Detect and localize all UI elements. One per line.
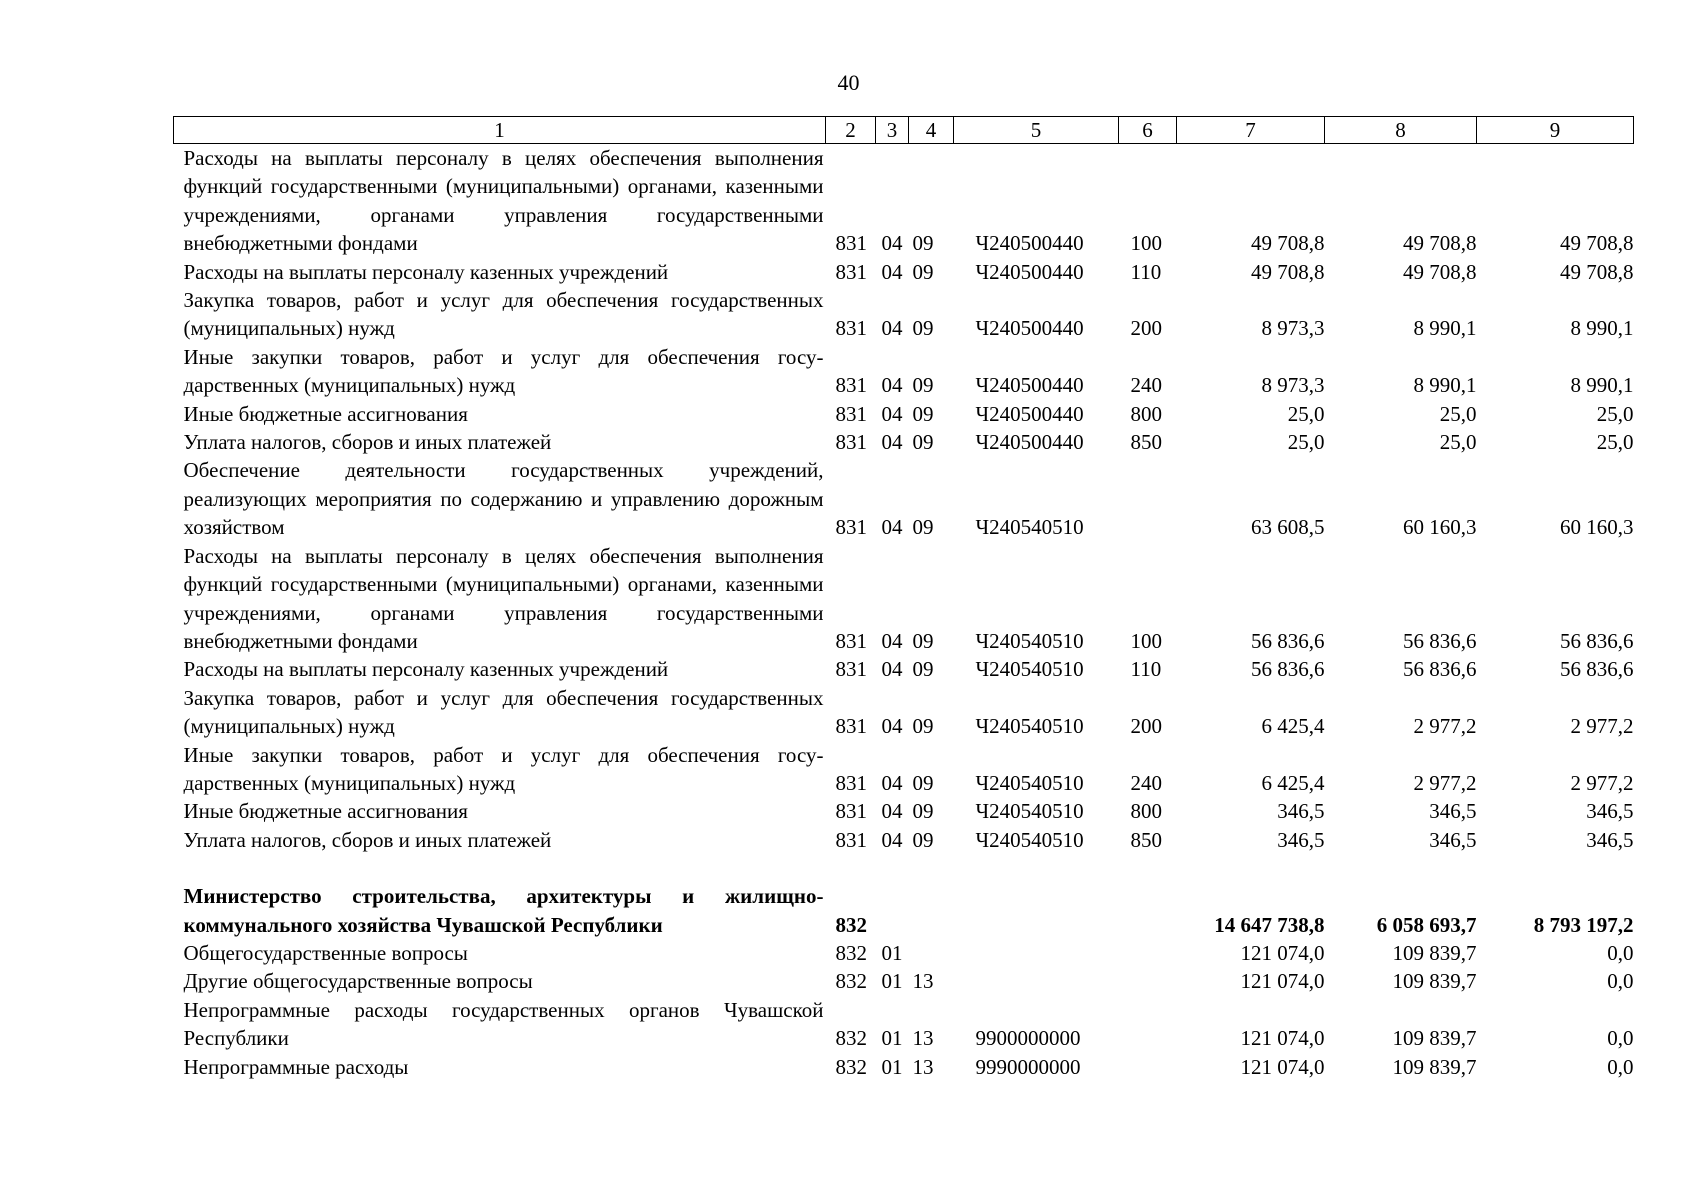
subsection-code: 09 bbox=[912, 231, 934, 256]
amount-col8: 109 839,7 bbox=[1392, 1026, 1477, 1051]
amount-col7: 56 836,6 bbox=[1251, 657, 1325, 682]
expense-type-code: 850 bbox=[1130, 430, 1162, 455]
ministry-code: 831 bbox=[835, 515, 867, 540]
subsection-code: 09 bbox=[912, 430, 934, 455]
table-row bbox=[174, 1053, 1634, 1081]
amount-col7: 25,0 bbox=[1287, 430, 1325, 455]
amount-col8: 8 990,1 bbox=[1413, 373, 1477, 398]
table-row bbox=[174, 456, 1634, 541]
ministry-code: 832 bbox=[835, 1026, 867, 1051]
section-code: 04 bbox=[881, 515, 903, 540]
amount-col8: 109 839,7 bbox=[1392, 969, 1477, 994]
amount-col7: 49 708,8 bbox=[1251, 231, 1325, 256]
ministry-code: 831 bbox=[835, 827, 867, 852]
row-name: Непрограммные расходы bbox=[183, 1054, 409, 1079]
table-row bbox=[174, 967, 1634, 995]
amount-col9: 0,0 bbox=[1607, 1054, 1634, 1079]
subsection-code: 09 bbox=[912, 827, 934, 852]
column-header: 3 bbox=[876, 117, 909, 144]
section-code: 04 bbox=[881, 259, 903, 284]
amount-col9: 60 160,3 bbox=[1560, 515, 1634, 540]
amount-col7: 121 074,0 bbox=[1240, 1054, 1325, 1079]
amount-col9: 25,0 bbox=[1596, 430, 1634, 455]
amount-col9: 56 836,6 bbox=[1560, 657, 1634, 682]
amount-col8: 25,0 bbox=[1439, 401, 1477, 426]
row-name: Закупка товаров, работ и услуг для обеспечения государственных (муниципальных) нужд bbox=[183, 288, 824, 341]
expense-type-code: 240 bbox=[1130, 373, 1162, 398]
amount-col9: 25,0 bbox=[1596, 401, 1634, 426]
amount-col7: 8 973,3 bbox=[1261, 316, 1325, 341]
table-row bbox=[174, 684, 1634, 741]
section-code: 01 bbox=[881, 1054, 903, 1079]
amount-col7: 25,0 bbox=[1287, 401, 1325, 426]
target-article-code: Ч240540510 bbox=[975, 628, 1084, 653]
ministry-code: 832 bbox=[835, 940, 867, 965]
row-name: Министерство строительства, архитектуры и жилищно-коммунального хозяйства Чувашской Республики bbox=[183, 884, 824, 937]
expense-type-code: 850 bbox=[1130, 827, 1162, 852]
spacer-row bbox=[174, 854, 1634, 882]
amount-col7: 56 836,6 bbox=[1251, 628, 1325, 653]
amount-col8: 6 058 693,7 bbox=[1376, 912, 1477, 937]
amount-col7: 121 074,0 bbox=[1240, 940, 1325, 965]
subsection-code: 13 bbox=[912, 969, 934, 994]
row-name: Иные закупки товаров, работ и услуг для обеспечения государственных (муниципальных) нужд bbox=[183, 742, 824, 795]
amount-col8: 49 708,8 bbox=[1403, 231, 1477, 256]
ministry-code: 831 bbox=[835, 657, 867, 682]
expense-type-code: 100 bbox=[1130, 231, 1162, 256]
amount-col8: 346,5 bbox=[1429, 799, 1477, 824]
subsection-code: 09 bbox=[912, 628, 934, 653]
ministry-code: 831 bbox=[835, 259, 867, 284]
column-header: 6 bbox=[1119, 117, 1177, 144]
section-code: 01 bbox=[881, 969, 903, 994]
table-row bbox=[174, 428, 1634, 456]
expense-type-code: 240 bbox=[1130, 770, 1162, 795]
amount-col8: 109 839,7 bbox=[1392, 1054, 1477, 1079]
subsection-code: 13 bbox=[912, 1054, 934, 1079]
amount-col8: 56 836,6 bbox=[1403, 657, 1477, 682]
target-article-code: Ч240500440 bbox=[975, 401, 1084, 426]
subsection-code: 09 bbox=[912, 401, 934, 426]
target-article-code bbox=[954, 882, 1119, 939]
target-article-code: Ч240540510 bbox=[975, 799, 1084, 824]
section-code: 04 bbox=[881, 628, 903, 653]
expense-type-code: 200 bbox=[1130, 316, 1162, 341]
amount-col7: 8 973,3 bbox=[1261, 373, 1325, 398]
subsection-code: 09 bbox=[912, 714, 934, 739]
subsection-code bbox=[909, 939, 954, 967]
amount-col7: 49 708,8 bbox=[1251, 259, 1325, 284]
spacer-cell bbox=[174, 854, 1634, 882]
target-article-code: Ч240500440 bbox=[975, 373, 1084, 398]
table-row bbox=[174, 797, 1634, 825]
amount-col9: 0,0 bbox=[1607, 1026, 1634, 1051]
expense-type-code: 110 bbox=[1130, 259, 1162, 284]
budget-table bbox=[173, 116, 1634, 1081]
amount-col9: 346,5 bbox=[1586, 827, 1634, 852]
amount-col9: 2 977,2 bbox=[1570, 770, 1634, 795]
subsection-code: 09 bbox=[912, 770, 934, 795]
target-article-code: 9990000000 bbox=[975, 1054, 1081, 1079]
row-name: Иные бюджетные ассигнования bbox=[183, 401, 468, 426]
section-code: 04 bbox=[881, 430, 903, 455]
amount-col8: 109 839,7 bbox=[1392, 940, 1477, 965]
ministry-code: 831 bbox=[835, 430, 867, 455]
subsection-code: 09 bbox=[912, 799, 934, 824]
table-row bbox=[174, 741, 1634, 798]
amount-col8: 346,5 bbox=[1429, 827, 1477, 852]
target-article-code: Ч240540510 bbox=[975, 714, 1084, 739]
subsection-code: 09 bbox=[912, 373, 934, 398]
target-article-code: Ч240500440 bbox=[975, 430, 1084, 455]
amount-col7: 346,5 bbox=[1277, 799, 1325, 824]
column-header: 1 bbox=[174, 117, 826, 144]
ministry-code: 831 bbox=[835, 714, 867, 739]
row-name: Общегосударственные вопросы bbox=[183, 940, 468, 965]
ministry-code: 831 bbox=[835, 628, 867, 653]
section-code: 04 bbox=[881, 316, 903, 341]
row-name: Расходы на выплаты персоналу казенных учреждений bbox=[183, 657, 669, 682]
section-code: 04 bbox=[881, 373, 903, 398]
target-article-code: Ч240500440 bbox=[975, 231, 1084, 256]
expense-type-code bbox=[1119, 882, 1177, 939]
target-article-code: Ч240540510 bbox=[975, 770, 1084, 795]
target-article-code: Ч240540510 bbox=[975, 515, 1084, 540]
amount-col9: 8 990,1 bbox=[1570, 316, 1634, 341]
amount-col7: 63 608,5 bbox=[1251, 515, 1325, 540]
column-header: 8 bbox=[1325, 117, 1477, 144]
section-code: 04 bbox=[881, 799, 903, 824]
amount-col8: 49 708,8 bbox=[1403, 259, 1477, 284]
expense-type-code bbox=[1119, 996, 1177, 1053]
section-code: 01 bbox=[881, 1026, 903, 1051]
row-name: Непрограммные расходы государственных органов Чувашской Республики bbox=[183, 997, 824, 1051]
expense-type-code bbox=[1119, 939, 1177, 967]
table-row-ministry-total bbox=[174, 882, 1634, 939]
row-name: Расходы на выплаты персоналу в целях обеспечения выполнения функций государственными (муниципальными) органами, казенными учреждениями, органами управления государственными внебюджетными фондами bbox=[183, 543, 824, 653]
subsection-code: 13 bbox=[912, 1026, 934, 1051]
amount-col8: 2 977,2 bbox=[1413, 714, 1477, 739]
row-name: Уплата налогов, сборов и иных платежей bbox=[183, 430, 552, 455]
amount-col9: 346,5 bbox=[1586, 799, 1634, 824]
amount-col9: 8 793 197,2 bbox=[1533, 912, 1634, 937]
section-code: 04 bbox=[881, 657, 903, 682]
amount-col9: 49 708,8 bbox=[1560, 231, 1634, 256]
table-row bbox=[174, 286, 1634, 343]
ministry-code: 831 bbox=[835, 231, 867, 256]
amount-col8: 2 977,2 bbox=[1413, 770, 1477, 795]
expense-type-code: 800 bbox=[1130, 799, 1162, 824]
amount-col7: 6 425,4 bbox=[1261, 770, 1325, 795]
expense-type-code bbox=[1119, 456, 1177, 541]
ministry-code: 831 bbox=[835, 770, 867, 795]
subsection-code bbox=[909, 882, 954, 939]
amount-col9: 0,0 bbox=[1607, 940, 1634, 965]
ministry-code: 832 bbox=[835, 969, 867, 994]
table-row bbox=[174, 542, 1634, 656]
amount-col7: 121 074,0 bbox=[1240, 1026, 1325, 1051]
column-header: 5 bbox=[954, 117, 1119, 144]
amount-col7: 121 074,0 bbox=[1240, 969, 1325, 994]
target-article-code bbox=[954, 967, 1119, 995]
table-row bbox=[174, 258, 1634, 286]
expense-type-code: 100 bbox=[1130, 628, 1162, 653]
amount-col7: 346,5 bbox=[1277, 827, 1325, 852]
row-name: Обеспечение деятельности государственных учреждений, реализующих мероприятия по содержанию и управлению дорожным хозяйством bbox=[183, 458, 824, 540]
table-row bbox=[174, 655, 1634, 683]
expense-type-code: 800 bbox=[1130, 401, 1162, 426]
amount-col8: 8 990,1 bbox=[1413, 316, 1477, 341]
subsection-code: 09 bbox=[912, 515, 934, 540]
target-article-code: Ч240500440 bbox=[975, 316, 1084, 341]
amount-col9: 8 990,1 bbox=[1570, 373, 1634, 398]
table-row bbox=[174, 939, 1634, 967]
ministry-code: 831 bbox=[835, 401, 867, 426]
section-code: 04 bbox=[881, 231, 903, 256]
row-name: Расходы на выплаты персоналу казенных учреждений bbox=[183, 259, 669, 284]
amount-col8: 60 160,3 bbox=[1403, 515, 1477, 540]
amount-col9: 56 836,6 bbox=[1560, 628, 1634, 653]
table-row bbox=[174, 144, 1634, 258]
subsection-code: 09 bbox=[912, 316, 934, 341]
column-header: 7 bbox=[1177, 117, 1325, 144]
section-code: 01 bbox=[881, 940, 903, 965]
section-code: 04 bbox=[881, 770, 903, 795]
expense-type-code bbox=[1119, 1053, 1177, 1081]
target-article-code: 9900000000 bbox=[975, 1026, 1081, 1051]
row-name: Иные закупки товаров, работ и услуг для обеспечения государственных (муниципальных) нужд bbox=[183, 344, 824, 398]
row-name: Закупка товаров, работ и услуг для обеспечения государственных (муниципальных) нужд bbox=[183, 685, 824, 739]
amount-col9: 49 708,8 bbox=[1560, 259, 1634, 284]
amount-col8: 25,0 bbox=[1439, 430, 1477, 455]
target-article-code bbox=[954, 939, 1119, 967]
column-header: 4 bbox=[909, 117, 954, 144]
table-row bbox=[174, 400, 1634, 428]
amount-col8: 56 836,6 bbox=[1403, 628, 1477, 653]
section-code: 04 bbox=[881, 714, 903, 739]
ministry-code: 831 bbox=[835, 799, 867, 824]
ministry-code: 831 bbox=[835, 373, 867, 398]
amount-col7: 6 425,4 bbox=[1261, 714, 1325, 739]
table-row bbox=[174, 996, 1634, 1053]
target-article-code: Ч240500440 bbox=[975, 259, 1084, 284]
target-article-code: Ч240540510 bbox=[975, 657, 1084, 682]
section-code: 04 bbox=[881, 827, 903, 852]
ministry-code: 832 bbox=[835, 912, 867, 937]
row-name: Другие общегосударственные вопросы bbox=[183, 969, 533, 994]
column-header: 9 bbox=[1477, 117, 1634, 144]
expense-type-code: 110 bbox=[1130, 657, 1162, 682]
ministry-code: 831 bbox=[835, 316, 867, 341]
column-header: 2 bbox=[826, 117, 876, 144]
section-code: 04 bbox=[881, 401, 903, 426]
table-row bbox=[174, 826, 1634, 854]
amount-col7: 14 647 738,8 bbox=[1214, 912, 1325, 937]
page-number: 40 bbox=[837, 70, 860, 95]
expense-type-code bbox=[1119, 967, 1177, 995]
target-article-code: Ч240540510 bbox=[975, 827, 1084, 852]
table-row bbox=[174, 343, 1634, 400]
row-name: Уплата налогов, сборов и иных платежей bbox=[183, 827, 552, 852]
row-name: Иные бюджетные ассигнования bbox=[183, 799, 468, 824]
amount-col9: 2 977,2 bbox=[1570, 714, 1634, 739]
subsection-code: 09 bbox=[912, 657, 934, 682]
row-name: Расходы на выплаты персоналу в целях обеспечения выполнения функций государственными (муниципальными) органами, казенными учреждениями, органами управления государственными внебюджетными фондами bbox=[183, 146, 824, 256]
table-header-row bbox=[174, 117, 1634, 144]
ministry-code: 832 bbox=[835, 1054, 867, 1079]
amount-col9: 0,0 bbox=[1607, 969, 1634, 994]
section-code bbox=[876, 882, 909, 939]
expense-type-code: 200 bbox=[1130, 714, 1162, 739]
subsection-code: 09 bbox=[912, 259, 934, 284]
